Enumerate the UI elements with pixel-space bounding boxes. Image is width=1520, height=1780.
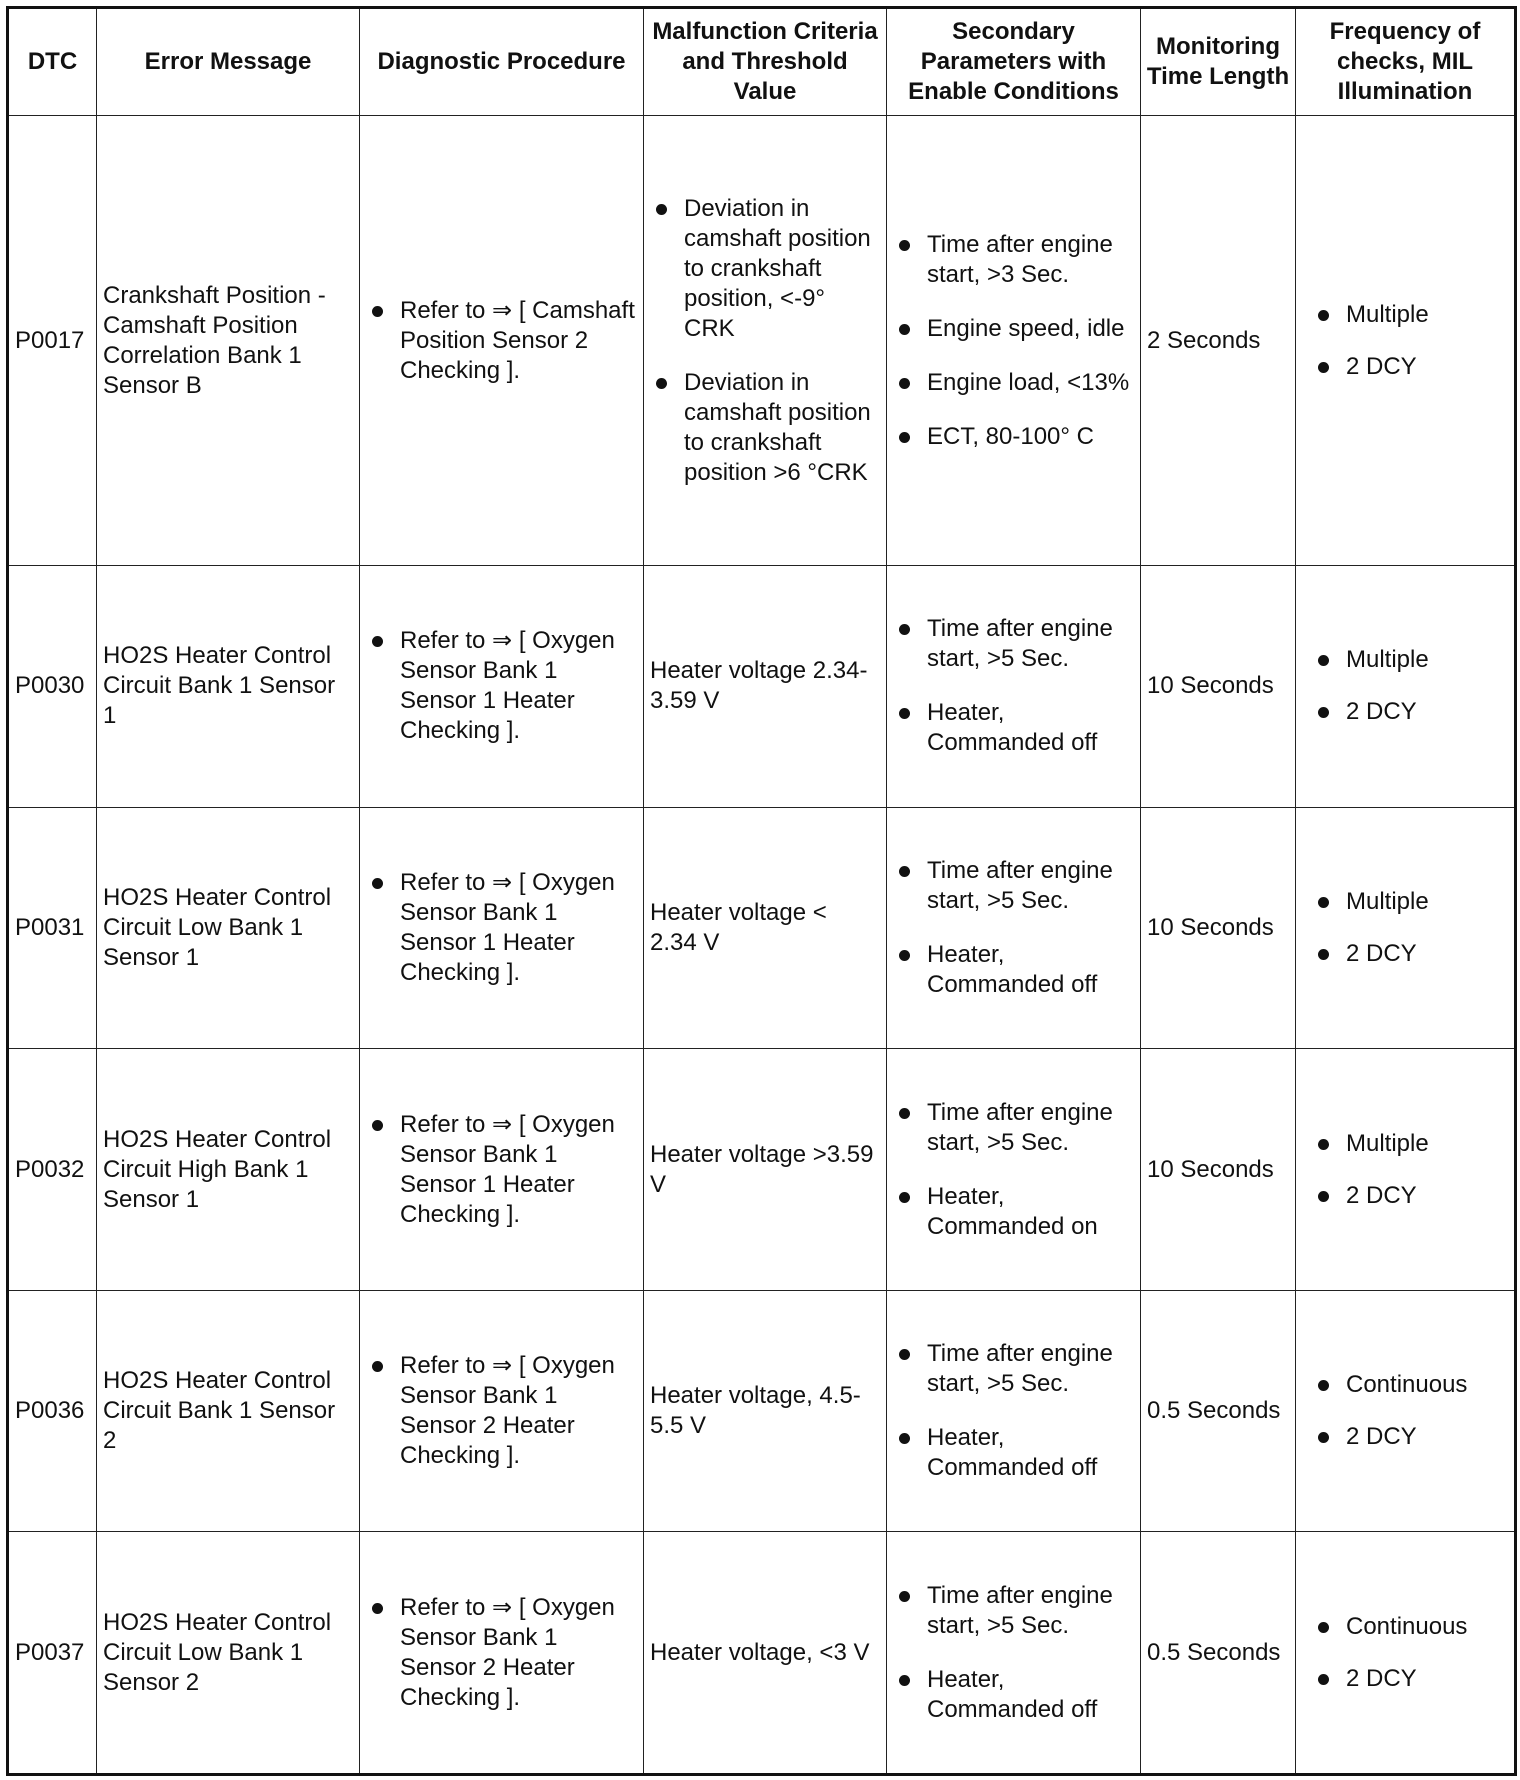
dtc-code: P0037 xyxy=(8,1532,97,1775)
procedure-item: Refer to ⇒ [ Oxygen Sensor Bank 1 Sensor 2 Heater Checking ]. xyxy=(366,1351,637,1471)
diagnostic-procedure xyxy=(360,116,644,566)
error-message: HO2S Heater Control Circuit High Bank 1 Sensor 1 xyxy=(97,1049,360,1291)
table-row xyxy=(8,807,1516,1049)
diagnostic-procedure xyxy=(360,807,644,1049)
header-diagnostic-procedure: Diagnostic Procedure xyxy=(360,8,644,116)
criteria-item: Deviation in camshaft position to crankshaft position, <-9° CRK xyxy=(650,194,880,344)
monitoring-time: 10 Seconds xyxy=(1141,566,1296,808)
header-dtc: DTC xyxy=(8,8,97,116)
frequency xyxy=(1296,807,1516,1049)
parameter-item: Heater, Commanded off xyxy=(893,940,1134,1000)
table-row xyxy=(8,1532,1516,1775)
criteria-item: Deviation in camshaft position to crankshaft position >6 °CRK xyxy=(650,368,880,488)
parameter-item: Time after engine start, >5 Sec. xyxy=(893,1339,1134,1399)
parameter-item: Time after engine start, >3 Sec. xyxy=(893,230,1134,290)
parameter-item: Time after engine start, >5 Sec. xyxy=(893,1581,1134,1641)
frequency-item: Multiple xyxy=(1302,887,1508,917)
header-error-message: Error Message xyxy=(97,8,360,116)
frequency-item: 2 DCY xyxy=(1302,352,1508,382)
diagnostic-procedure xyxy=(360,1049,644,1291)
dtc-code: P0036 xyxy=(8,1290,97,1532)
parameter-item: Heater, Commanded off xyxy=(893,1665,1134,1725)
frequency-item: 2 DCY xyxy=(1302,1664,1508,1694)
frequency-item: Multiple xyxy=(1302,645,1508,675)
error-message: HO2S Heater Control Circuit Bank 1 Sensor 2 xyxy=(97,1290,360,1532)
header-secondary-parameters: Secondary Parameters with Enable Conditions xyxy=(887,8,1141,116)
table-row xyxy=(8,116,1516,566)
malfunction-criteria: Heater voltage, 4.5-5.5 V xyxy=(644,1290,887,1532)
monitoring-time: 0.5 Seconds xyxy=(1141,1290,1296,1532)
frequency-item: 2 DCY xyxy=(1302,697,1508,727)
error-message: HO2S Heater Control Circuit Low Bank 1 Sensor 1 xyxy=(97,807,360,1049)
malfunction-criteria: Heater voltage < 2.34 V xyxy=(644,807,887,1049)
malfunction-criteria: Heater voltage >3.59 V xyxy=(644,1049,887,1291)
frequency xyxy=(1296,1532,1516,1775)
frequency-item: 2 DCY xyxy=(1302,939,1508,969)
error-message: HO2S Heater Control Circuit Bank 1 Sensor 1 xyxy=(97,566,360,808)
secondary-parameters xyxy=(887,1049,1141,1291)
dtc-code: P0030 xyxy=(8,566,97,808)
frequency xyxy=(1296,566,1516,808)
header-frequency: Frequency of checks, MIL Illumination xyxy=(1296,8,1516,116)
frequency-item: 2 DCY xyxy=(1302,1181,1508,1211)
secondary-parameters xyxy=(887,807,1141,1049)
dtc-code: P0031 xyxy=(8,807,97,1049)
secondary-parameters xyxy=(887,116,1141,566)
diagnostic-procedure xyxy=(360,566,644,808)
parameter-item: Time after engine start, >5 Sec. xyxy=(893,856,1134,916)
table-row xyxy=(8,1049,1516,1291)
monitoring-time: 10 Seconds xyxy=(1141,807,1296,1049)
frequency xyxy=(1296,116,1516,566)
frequency-item: 2 DCY xyxy=(1302,1422,1508,1452)
parameter-item: Time after engine start, >5 Sec. xyxy=(893,1098,1134,1158)
diagnostic-procedure xyxy=(360,1532,644,1775)
secondary-parameters xyxy=(887,1532,1141,1775)
malfunction-criteria xyxy=(644,116,887,566)
procedure-item: Refer to ⇒ [ Oxygen Sensor Bank 1 Sensor 2 Heater Checking ]. xyxy=(366,1593,637,1713)
diagnostic-procedure xyxy=(360,1290,644,1532)
procedure-item: Refer to ⇒ [ Oxygen Sensor Bank 1 Sensor 1 Heater Checking ]. xyxy=(366,1110,637,1230)
parameter-item: Engine load, <13% xyxy=(893,368,1134,398)
malfunction-criteria: Heater voltage, <3 V xyxy=(644,1532,887,1775)
parameter-item: Time after engine start, >5 Sec. xyxy=(893,614,1134,674)
frequency xyxy=(1296,1290,1516,1532)
error-message: Crankshaft Position - Camshaft Position Correlation Bank 1 Sensor B xyxy=(97,116,360,566)
header-monitoring-time: Monitoring Time Length xyxy=(1141,8,1296,116)
dtc-code: P0032 xyxy=(8,1049,97,1291)
parameter-item: Heater, Commanded off xyxy=(893,1423,1134,1483)
frequency-item: Multiple xyxy=(1302,300,1508,330)
dtc-code: P0017 xyxy=(8,116,97,566)
error-message: HO2S Heater Control Circuit Low Bank 1 Sensor 2 xyxy=(97,1532,360,1775)
table-row xyxy=(8,566,1516,808)
procedure-item: Refer to ⇒ [ Camshaft Position Sensor 2 Checking ]. xyxy=(366,296,637,386)
parameter-item: Engine speed, idle xyxy=(893,314,1134,344)
secondary-parameters xyxy=(887,1290,1141,1532)
frequency-item: Multiple xyxy=(1302,1129,1508,1159)
header-row xyxy=(8,8,1516,116)
frequency-item: Continuous xyxy=(1302,1370,1508,1400)
dtc-table xyxy=(6,6,1517,1776)
frequency xyxy=(1296,1049,1516,1291)
procedure-item: Refer to ⇒ [ Oxygen Sensor Bank 1 Sensor 1 Heater Checking ]. xyxy=(366,868,637,988)
parameter-item: Heater, Commanded on xyxy=(893,1182,1134,1242)
header-malfunction-criteria: Malfunction Criteria and Threshold Value xyxy=(644,8,887,116)
frequency-item: Continuous xyxy=(1302,1612,1508,1642)
parameter-item: ECT, 80-100° C xyxy=(893,422,1134,452)
parameter-item: Heater, Commanded off xyxy=(893,698,1134,758)
malfunction-criteria: Heater voltage 2.34-3.59 V xyxy=(644,566,887,808)
procedure-item: Refer to ⇒ [ Oxygen Sensor Bank 1 Sensor 1 Heater Checking ]. xyxy=(366,626,637,746)
monitoring-time: 10 Seconds xyxy=(1141,1049,1296,1291)
table-row xyxy=(8,1290,1516,1532)
monitoring-time: 0.5 Seconds xyxy=(1141,1532,1296,1775)
secondary-parameters xyxy=(887,566,1141,808)
monitoring-time: 2 Seconds xyxy=(1141,116,1296,566)
